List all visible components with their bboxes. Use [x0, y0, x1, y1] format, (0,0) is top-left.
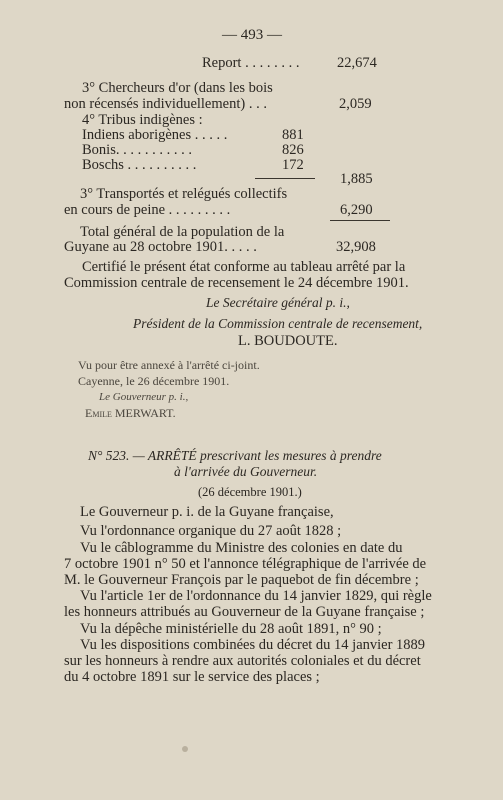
tribus-item-value: 881 [282, 127, 304, 143]
annexe-signer-name: Emile MERWART. [85, 406, 176, 420]
page-number: — 493 — [222, 27, 282, 43]
arrete-heading-line2: à l'arrivée du Gouverneur. [174, 464, 318, 479]
tribus-item-label: Boschs . . . . . . . . . . [82, 157, 197, 173]
report-value: 22,674 [337, 55, 377, 71]
certifie-line1: Certifié le présent état conforme au tableau arrêté par la [82, 259, 406, 275]
total-line1: Total général de la population de la [80, 224, 285, 240]
tribus-item-value: 826 [282, 142, 304, 158]
arrete-line: Vu la dépêche ministérielle du 28 août 1891, n° 90 ; [80, 621, 382, 637]
arrete-line: 7 octobre 1901 n° 50 et l'annonce télégraphique de l'arrivée de [64, 556, 427, 572]
tribus-item-label: Bonis. . . . . . . . . . . [82, 142, 192, 158]
arrete-line: Vu les dispositions combinées du décret du 14 janvier 1889 [80, 637, 426, 653]
tribus-heading: 4° Tribus indigènes : [82, 112, 203, 128]
annexe-line1: Vu pour être annexé à l'arrêté ci-joint. [78, 358, 260, 372]
chercheurs-value: 2,059 [339, 96, 372, 112]
total-rule [330, 220, 390, 221]
certifie-line2: Commission centrale de recensement le 24 décembre 1901. [64, 275, 409, 291]
total-line2: Guyane au 28 octobre 1901. . . . . [64, 239, 257, 255]
total-value: 32,908 [336, 239, 376, 255]
signature-role: Président de la Commission centrale de recensement, [133, 316, 423, 331]
tribus-subtotal: 1,885 [340, 171, 373, 187]
chercheurs-line1: 3° Chercheurs d'or (dans les bois [82, 80, 273, 96]
arrete-line: M. le Gouverneur François par le paquebot de fin décembre ; [64, 572, 419, 588]
arrete-heading-line1: N° 523. — ARRÊTÉ prescrivant les mesures à prendre [88, 448, 382, 463]
arrete-line: du 4 octobre 1891 sur le service des places ; [64, 669, 320, 685]
arrete-line: les honneurs attribués au Gouverneur de la Guyane française ; [64, 604, 425, 620]
signature-title: Le Secrétaire général p. i., [206, 295, 350, 310]
annexe-signer-title: Le Gouverneur p. i., [99, 391, 189, 403]
arrete-line: sur les honneurs à rendre aux autorités coloniales et du décret [64, 653, 421, 669]
signature-name: L. BOUDOUTE. [238, 333, 338, 349]
arrete-line: Le Gouverneur p. i. de la Guyane française, [80, 504, 334, 520]
transportes-line1: 3° Transportés et relégués collectifs [80, 186, 288, 202]
paper-speck [182, 746, 188, 752]
subtotal-rule [255, 178, 315, 179]
chercheurs-line2: non récensés individuellement) . . . [64, 96, 267, 112]
arrete-line: Vu le câblogramme du Ministre des colonies en date du [80, 540, 403, 556]
arrete-line: Vu l'ordonnance organique du 27 août 1828 ; [80, 523, 342, 539]
arrete-line: Vu l'article 1er de l'ordonnance du 14 janvier 1829, qui règle [80, 588, 432, 604]
tribus-item-value: 172 [282, 157, 304, 173]
transportes-value: 6,290 [340, 202, 373, 218]
arrete-date: (26 décembre 1901.) [198, 485, 302, 499]
report-label: Report . . . . . . . . [202, 55, 300, 71]
transportes-line2: en cours de peine . . . . . . . . . [64, 202, 231, 218]
tribus-item-label: Indiens aborigènes . . . . . [82, 127, 228, 143]
annexe-line2: Cayenne, le 26 décembre 1901. [78, 374, 230, 388]
